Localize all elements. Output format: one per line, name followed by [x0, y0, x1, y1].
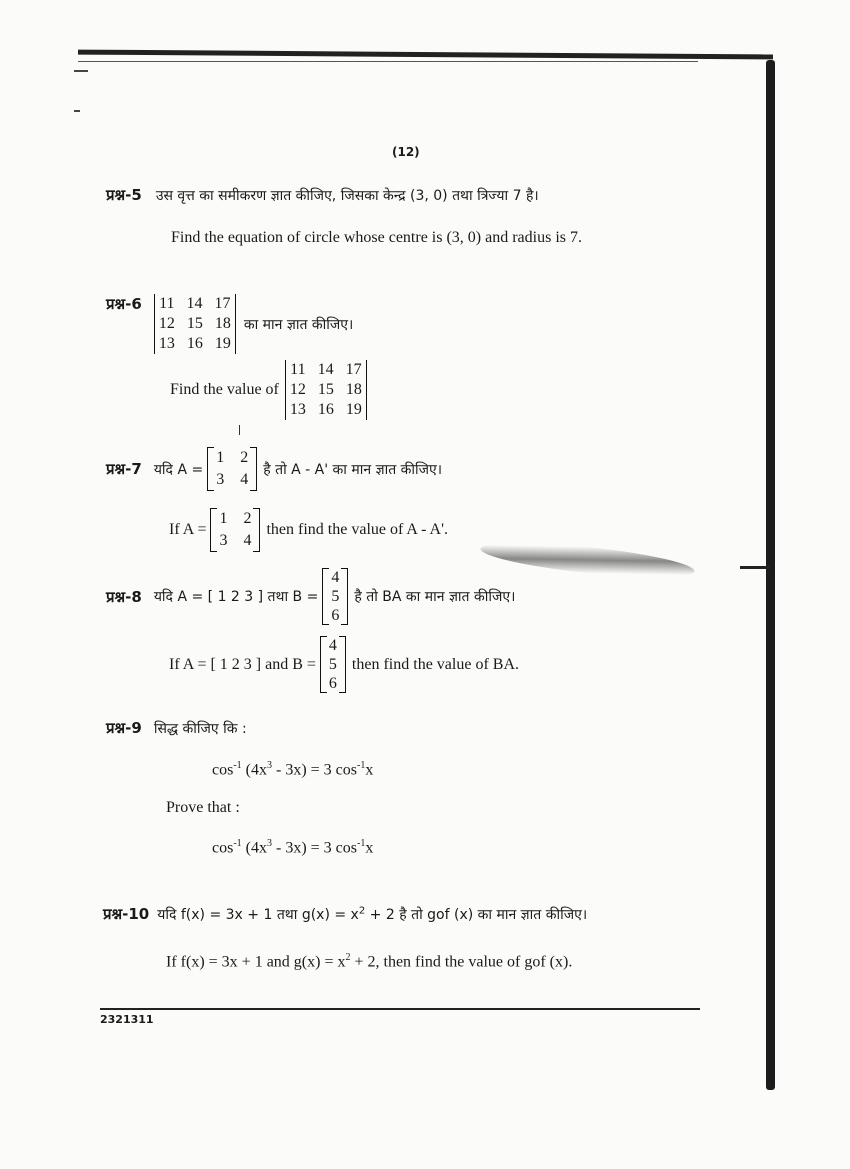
question-10-english: If f(x) = 3x + 1 and $g(x) = x^2 + 2$, then find the value of gof (x). — [166, 952, 573, 971]
question-text: सिद्ध कीजिए कि : — [153, 720, 247, 737]
determinant: 11 14 17 12 15 18 13 16 19 — [285, 360, 367, 420]
scan-edge-line — [78, 61, 698, 62]
question-10-hindi — [103, 904, 587, 924]
page-number: (12) — [392, 145, 420, 159]
scan-edge-right — [766, 60, 775, 1090]
question-5-hindi — [106, 185, 539, 205]
question-text: If A = — [169, 521, 207, 538]
question-9-hindi — [106, 718, 247, 738]
question-6-english — [170, 360, 367, 420]
matrix: 4 5 6 — [322, 568, 348, 625]
question-text: then find the value of BA. — [351, 655, 519, 673]
question-text: है तो A - A' का मान ज्ञात कीजिए। — [263, 461, 443, 478]
question-8-hindi — [106, 568, 515, 625]
question-label: प्रश्न-5 — [106, 186, 142, 204]
question-text: का मान ज्ञात कीजिए। — [243, 316, 354, 333]
question-7-hindi — [106, 447, 442, 491]
scan-notch — [740, 566, 770, 569]
question-6-hindi — [106, 294, 353, 354]
question-label: प्रश्न-8 — [106, 587, 142, 606]
question-7-english — [169, 508, 448, 552]
scan-mark — [74, 110, 80, 112]
footer-rule — [100, 1008, 700, 1010]
paper-code: 2321311 — [100, 1013, 154, 1026]
question-text: If A = [ 1 2 3 ] and B = — [169, 655, 316, 673]
scan-mark — [74, 70, 88, 72]
question-label: प्रश्न-7 — [106, 460, 142, 478]
equation: $\cos^{-1} (4x^3 - 3x) = 3$ $\cos^{-1}x$ — [212, 838, 374, 857]
question-9-english: Prove that : — [166, 799, 240, 816]
scan-edge-top — [78, 50, 773, 60]
question-text: Find the value of — [170, 381, 279, 398]
question-8-english — [169, 636, 519, 693]
question-label: प्रश्न-9 — [106, 719, 142, 737]
determinant: 11 14 17 12 15 18 13 16 19 — [154, 294, 236, 354]
question-label: प्रश्न-10 — [103, 905, 150, 923]
equation: $\cos^{-1} (4x^3 - 3x) = 3$ $\cos^{-1}x$ — [212, 760, 374, 779]
question-label: प्रश्न-6 — [106, 295, 142, 313]
matrix: 1 2 3 4 — [210, 508, 260, 552]
scan-tick — [239, 425, 240, 435]
matrix: 4 5 6 — [320, 636, 346, 693]
matrix: 1 2 3 4 — [207, 447, 257, 491]
question-text: उस वृत्त का समीकरण ज्ञात कीजिए, जिसका केन्द्र (3, 0) तथा त्रिज्या 7 है। — [155, 187, 539, 204]
question-text: है तो BA का मान ज्ञात कीजिए। — [354, 589, 516, 605]
question-text: यदि A = — [153, 461, 204, 478]
question-text: then find the value of A - A'. — [266, 521, 448, 538]
question-text: यदि A = [ 1 2 3 ] तथा B = — [153, 589, 319, 605]
question-5-english: Find the equation of circle whose centre is (3, 0) and radius is 7. — [171, 229, 582, 246]
question-text: यदि f(x) = 3x + 1 तथा $g(x) = x^2 + 2$ है तो gof (x) का मान ज्ञात कीजिए। — [157, 904, 588, 923]
